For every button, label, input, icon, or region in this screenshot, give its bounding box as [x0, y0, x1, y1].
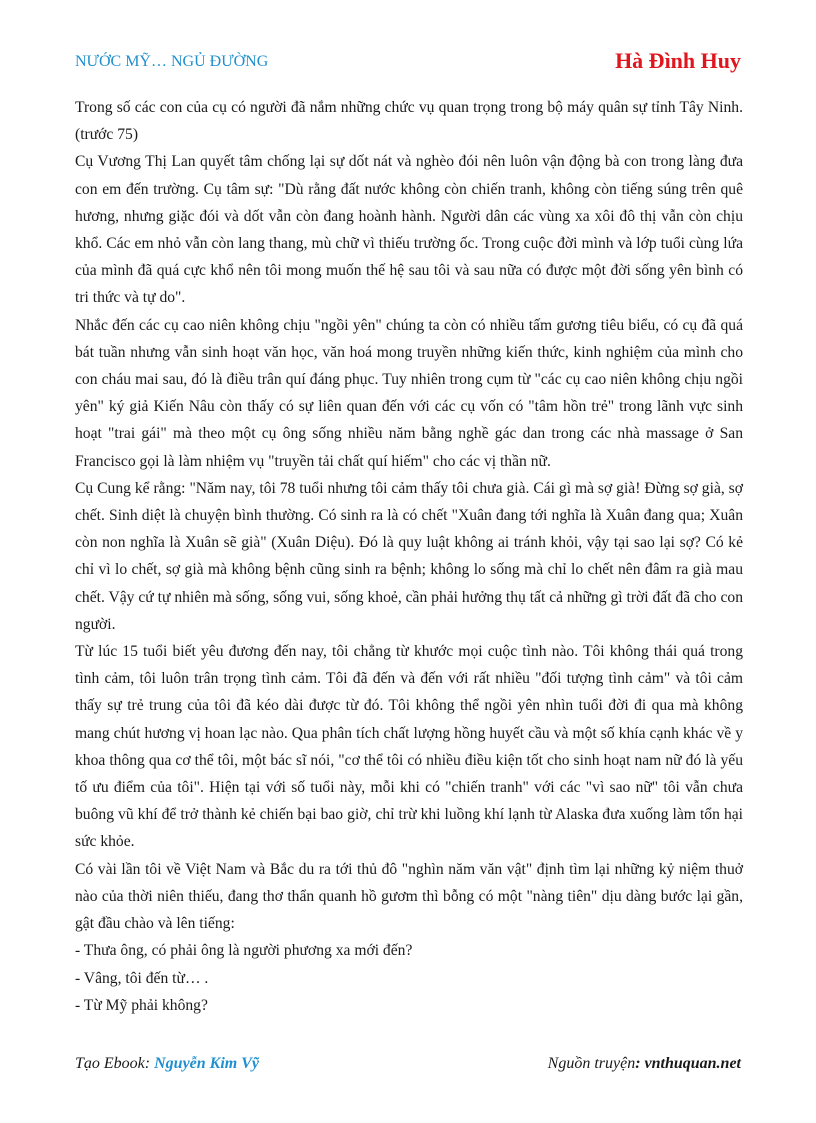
- footer-ebook-credit: Tạo Ebook: Nguyễn Kim Vỹ: [75, 1055, 259, 1072]
- paragraph: Cụ Cung kể rằng: "Năm nay, tôi 78 tuổi nhưng tôi cảm thấy tôi chưa già. Cái gì mà sợ già! Đừng sợ già, sợ chết. Sinh diệt là chuyện bình thường. Có sinh ra là có chết "Xuân đang tới nghĩa là Xuân đang qua; Xuân còn non nghĩa là Xuân sẽ già" (Xuân Diệu). Đó là quy luật không ai tránh khỏi, vậy tại sao lại sợ? Có kẻ chỉ vì lo chết, sợ già mà không bệnh cũng sinh ra bệnh; không lo sống mà chỉ lo chết nên đâm ra già mau chết. Vậy cứ tự nhiên mà sống, sống vui, sống khoẻ, cần phải hưởng thụ tất cả những gì trời đất đã cho con người.: [75, 479, 743, 633]
- paragraph: Có vài lần tôi về Việt Nam và Bắc du ra tới thủ đô "nghìn năm văn vật" định tìm lại những kỷ niệm thuở nào của thời niên thiếu, đang thơ thẩn quanh hồ gươm thì bỗng có một "nàng tiên" dịu dàng bước lại gần, gật đầu chào và lên tiếng:: [75, 860, 743, 933]
- footer-source-credit: Nguồn truyện: vnthuquan.net: [547, 1055, 741, 1072]
- footer-source-label: Nguồn truyện: [547, 1055, 636, 1072]
- footer-ebook-author: Nguyễn Kim Vỹ: [154, 1055, 259, 1072]
- footer-source-site: vnthuquan.net: [644, 1055, 741, 1072]
- paragraph: Nhắc đến các cụ cao niên không chịu "ngồi yên" chúng ta còn có nhiều tấm gương tiêu biểu, có cụ đã quá bát tuần nhưng vẫn sinh hoạt văn học, văn hoá mong truyền những kiến thức, kinh nghiệm của mình cho con cháu mai sau, đó là điều trân quí đáng phục. Tuy nhiên trong cụm từ "các cụ cao niên không chịu ngồi yên" ký giả Kiến Nâu còn thấy có sự liên quan đến với các cụ vốn có "tâm hồn trẻ" trong lãnh vực sinh hoạt "trai gái" mà theo một cụ ông sống nhiều năm bằng nghề gác dan trong các nhà massage ở San Francisco gọi là làm nhiệm vụ "truyền tải chất quí hiếm" cho các vị thần nữ.: [75, 316, 743, 470]
- dialogue-line: - Thưa ông, có phải ông là người phương xa mới đến?: [75, 942, 413, 960]
- book-title: NƯỚC MỸ… NGỦ ĐƯỜNG: [75, 53, 269, 70]
- author-name: Hà Đình Huy: [615, 48, 741, 73]
- body-text: [75, 94, 743, 1019]
- paragraph: Từ lúc 15 tuổi biết yêu đương đến nay, tôi chẳng từ khước mọi cuộc tình nào. Tôi không thái quá trong tình cảm, tôi luôn trân trọng tình cảm. Tôi đã đến và đến với rất nhiều "đối tượng tình cảm" và tôi cảm thấy sự trẻ trung của tôi đã kéo dài được từ đó. Tôi không thể ngồi yên nhìn tuổi đời đi qua mà không mang chút hương vị hoan lạc nào. Qua phân tích chất lượng hồng huyết cầu và một số khía cạnh khác về y khoa thông qua cơ thể tôi, một bác sĩ nói, "cơ thể tôi có nhiều điều kiện tốt cho sinh hoạt nam nữ đó là yếu tố ưu điểm của tôi". Hiện tại với số tuổi này, mỗi khi có "chiến tranh" với các "vì sao nữ" tôi vẫn chưa buông vũ khí để trở thành kẻ chiến bại bao giờ, chỉ trừ khi luồng khí lạnh từ Alaska đưa xuống làm tổn hại sức khỏe.: [75, 643, 743, 851]
- dialogue-line: - Từ Mỹ phải không?: [75, 996, 208, 1014]
- paragraph: Cụ Vương Thị Lan quyết tâm chống lại sự dốt nát và nghèo đói nên luôn vận động bà con trong làng đưa con em đến trường. Cụ tâm sự: "Dù rằng đất nước không còn chiến tranh, không còn tiếng súng trên quê hương, nhưng giặc đói và dốt vẫn còn đang hoành hành. Người dân các vùng xa xôi đô thị vẫn còn chịu khổ. Các em nhỏ vẫn còn lang thang, mù chữ vì thiếu trường ốc. Trong cuộc đời mình và lớp tuổi cùng lứa của mình đã quá cực khổ nên tôi mong muốn thế hệ sau tôi và sau nữa có được một đời sống yên bình có tri thức và tự do".: [75, 153, 743, 307]
- dialogue-line: - Vâng, tôi đến từ… .: [75, 969, 209, 987]
- paragraph: Trong số các con của cụ có người đã nắm những chức vụ quan trọng trong bộ máy quân sự tỉnh Tây Ninh. (trước 75): [75, 99, 743, 144]
- footer-ebook-label: Tạo Ebook: [75, 1055, 145, 1072]
